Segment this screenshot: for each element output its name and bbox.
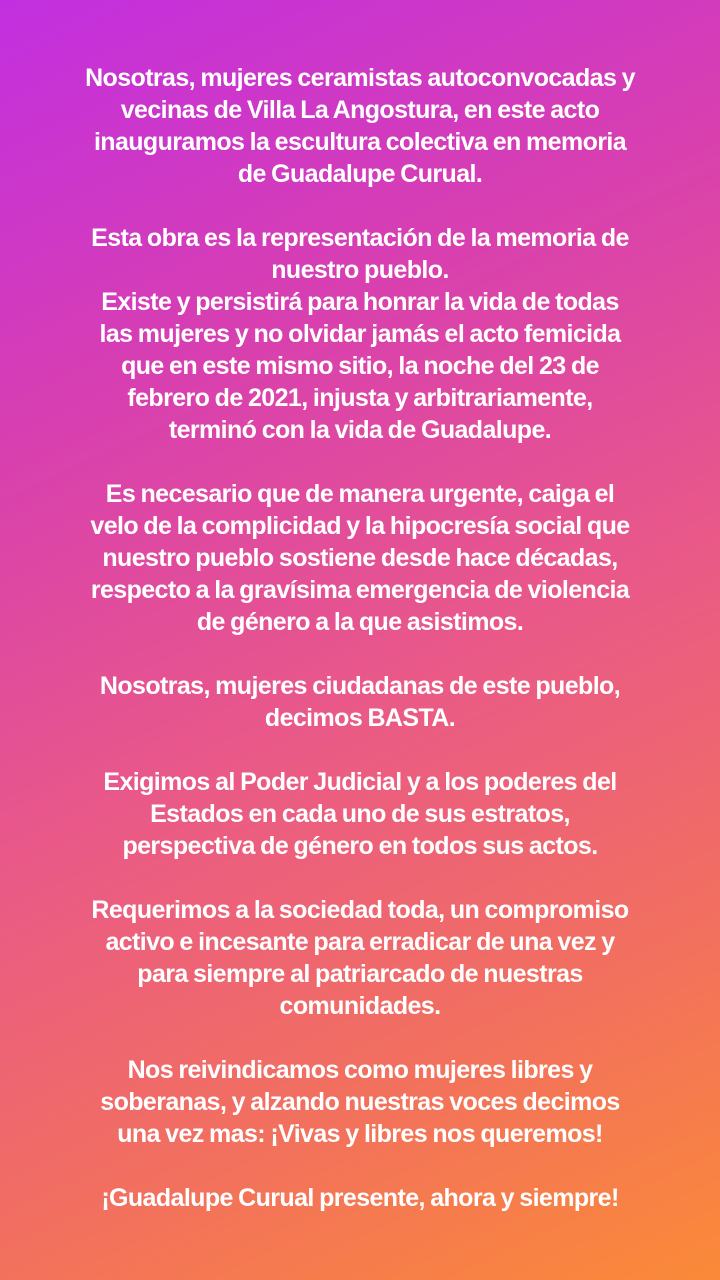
text-line: decimos BASTA.	[264, 704, 456, 732]
statement-paragraph-closing	[48, 1182, 672, 1214]
text-line: terminó con la vida de Guadalupe.	[168, 416, 552, 444]
text-line: Nosotras, mujeres ceramistas autoconvocadas y	[85, 64, 635, 92]
text-line: Existe y persistirá para honrar la vida de todas	[101, 288, 619, 316]
text-line: soberanas, y alzando nuestras voces decimos	[100, 1088, 620, 1116]
text-line: ¡Guadalupe Curual presente, ahora y siempre!	[101, 1184, 619, 1212]
text-line: las mujeres y no olvidar jamás el acto femicida	[99, 320, 621, 348]
text-line: Esta obra es la representación de la memoria de	[91, 224, 629, 252]
text-line: febrero de 2021, injusta y arbitrariamente,	[127, 384, 593, 412]
text-line: Es necesario que de manera urgente, caiga el	[105, 480, 615, 508]
text-line: de Guadalupe Curual.	[237, 160, 483, 188]
text-line: nuestro pueblo sostiene desde hace décadas,	[102, 544, 618, 572]
text-line: una vez mas: ¡Vivas y libres nos queremos!	[117, 1120, 603, 1148]
statement-paragraph-intro	[48, 62, 672, 190]
text-line: Nosotras, mujeres ciudadanas de este pueblo,	[99, 672, 621, 700]
text-line: nuestro pueblo.	[271, 256, 449, 284]
statement-paragraph-basta	[48, 670, 672, 734]
text-line: Requerimos a la sociedad toda, un compromiso	[91, 896, 629, 924]
text-line: respecto a la gravísima emergencia de violencia	[90, 576, 630, 604]
text-line: vecinas de Villa La Angostura, en este acto	[120, 96, 600, 124]
text-line: inauguramos la escultura colectiva en memoria	[93, 128, 627, 156]
statement-text-block	[48, 62, 672, 1246]
text-line: activo e incesante para erradicar de una vez y	[105, 928, 615, 956]
text-line: Estados en cada uno de sus estratos,	[150, 800, 570, 828]
text-line: de género a la que asistimos.	[196, 608, 524, 636]
statement-paragraph-free-women	[48, 1054, 672, 1150]
text-line: que en este mismo sitio, la noche del 23 de	[121, 352, 599, 380]
statement-paragraph-memory	[48, 222, 672, 446]
text-line: Nos reivindicamos como mujeres libres y	[127, 1056, 593, 1084]
statement-paragraph-complicity	[48, 478, 672, 638]
statement-paragraph-judicial	[48, 766, 672, 862]
text-line: perspectiva de género en todos sus actos.	[122, 832, 598, 860]
statement-paragraph-society	[48, 894, 672, 1022]
text-line: comunidades.	[279, 992, 441, 1020]
text-line: velo de la complicidad y la hipocresía social que	[90, 512, 630, 540]
text-line: Exigimos al Poder Judicial y a los poderes del	[103, 768, 617, 796]
text-line: para siempre al patriarcado de nuestras	[137, 960, 583, 988]
